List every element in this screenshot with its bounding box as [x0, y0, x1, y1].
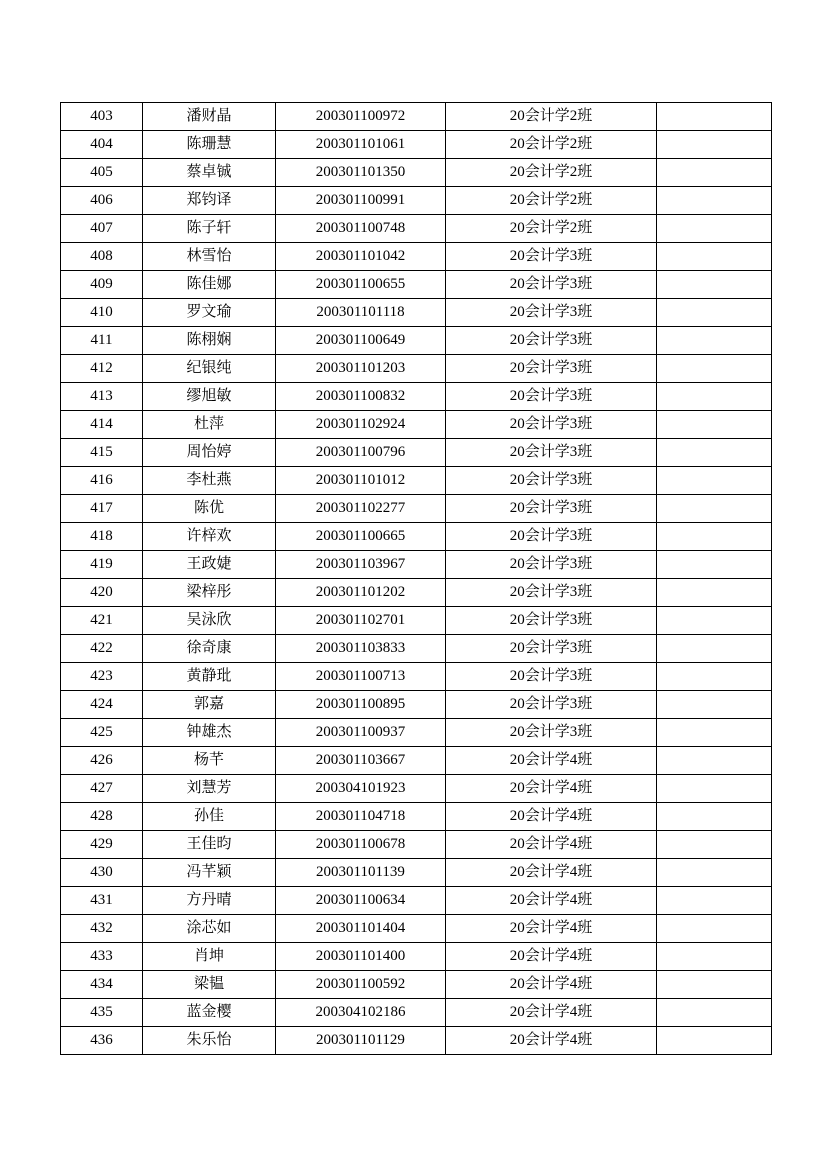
student-id-cell: 200301100991	[276, 187, 446, 215]
student-roster-table	[60, 102, 772, 1055]
class-name-cell: 20会计学4班	[446, 775, 657, 803]
blank-cell	[657, 495, 772, 523]
serial-cell: 410	[61, 299, 143, 327]
student-id-cell: 200301100713	[276, 663, 446, 691]
student-name-cell: 梁梓彤	[143, 579, 276, 607]
student-id-cell: 200301100655	[276, 271, 446, 299]
blank-cell	[657, 999, 772, 1027]
student-id-cell: 200301101012	[276, 467, 446, 495]
blank-cell	[657, 747, 772, 775]
blank-cell	[657, 971, 772, 999]
blank-cell	[657, 131, 772, 159]
student-id-cell: 200301100832	[276, 383, 446, 411]
class-name-cell: 20会计学4班	[446, 915, 657, 943]
serial-cell: 416	[61, 467, 143, 495]
serial-cell: 409	[61, 271, 143, 299]
student-id-cell: 200301103667	[276, 747, 446, 775]
blank-cell	[657, 271, 772, 299]
student-id-cell: 200301104718	[276, 803, 446, 831]
table-row	[61, 215, 772, 243]
student-id-cell: 200301102701	[276, 607, 446, 635]
table-row	[61, 775, 772, 803]
class-name-cell: 20会计学3班	[446, 243, 657, 271]
serial-cell: 415	[61, 439, 143, 467]
serial-cell: 418	[61, 523, 143, 551]
class-name-cell: 20会计学3班	[446, 663, 657, 691]
serial-cell: 425	[61, 719, 143, 747]
class-name-cell: 20会计学3班	[446, 299, 657, 327]
blank-cell	[657, 467, 772, 495]
class-name-cell: 20会计学4班	[446, 971, 657, 999]
student-name-cell: 罗文瑜	[143, 299, 276, 327]
serial-cell: 407	[61, 215, 143, 243]
student-id-cell: 200301102277	[276, 495, 446, 523]
student-name-cell: 杨芊	[143, 747, 276, 775]
student-name-cell: 陈优	[143, 495, 276, 523]
table-row	[61, 495, 772, 523]
student-name-cell: 肖坤	[143, 943, 276, 971]
student-name-cell: 陈子轩	[143, 215, 276, 243]
serial-cell: 428	[61, 803, 143, 831]
student-name-cell: 蔡卓铖	[143, 159, 276, 187]
table-row	[61, 131, 772, 159]
table-row	[61, 747, 772, 775]
table-row	[61, 159, 772, 187]
serial-cell: 408	[61, 243, 143, 271]
table-row	[61, 187, 772, 215]
blank-cell	[657, 691, 772, 719]
blank-cell	[657, 1027, 772, 1055]
serial-cell: 406	[61, 187, 143, 215]
table-row	[61, 971, 772, 999]
class-name-cell: 20会计学3班	[446, 411, 657, 439]
student-id-cell: 200301101139	[276, 859, 446, 887]
student-name-cell: 王政婕	[143, 551, 276, 579]
student-name-cell: 陈佳娜	[143, 271, 276, 299]
blank-cell	[657, 215, 772, 243]
class-name-cell: 20会计学4班	[446, 803, 657, 831]
serial-cell: 422	[61, 635, 143, 663]
class-name-cell: 20会计学3班	[446, 607, 657, 635]
serial-cell: 426	[61, 747, 143, 775]
table-row	[61, 411, 772, 439]
student-id-cell: 200301101404	[276, 915, 446, 943]
class-name-cell: 20会计学3班	[446, 579, 657, 607]
student-name-cell: 李杜燕	[143, 467, 276, 495]
blank-cell	[657, 635, 772, 663]
student-id-cell: 200301100895	[276, 691, 446, 719]
class-name-cell: 20会计学3班	[446, 383, 657, 411]
blank-cell	[657, 775, 772, 803]
serial-cell: 419	[61, 551, 143, 579]
class-name-cell: 20会计学4班	[446, 999, 657, 1027]
class-name-cell: 20会计学3班	[446, 439, 657, 467]
table-row	[61, 299, 772, 327]
serial-cell: 414	[61, 411, 143, 439]
student-name-cell: 刘慧芳	[143, 775, 276, 803]
class-name-cell: 20会计学4班	[446, 831, 657, 859]
class-name-cell: 20会计学2班	[446, 159, 657, 187]
blank-cell	[657, 831, 772, 859]
table-row	[61, 271, 772, 299]
serial-cell: 436	[61, 1027, 143, 1055]
blank-cell	[657, 887, 772, 915]
table-row	[61, 103, 772, 131]
student-id-cell: 200301100678	[276, 831, 446, 859]
blank-cell	[657, 327, 772, 355]
blank-cell	[657, 383, 772, 411]
class-name-cell: 20会计学2班	[446, 187, 657, 215]
student-name-cell: 陈珊慧	[143, 131, 276, 159]
student-name-cell: 孙佳	[143, 803, 276, 831]
student-id-cell: 200301101061	[276, 131, 446, 159]
blank-cell	[657, 299, 772, 327]
student-name-cell: 郑钧译	[143, 187, 276, 215]
serial-cell: 405	[61, 159, 143, 187]
table-row	[61, 943, 772, 971]
serial-cell: 421	[61, 607, 143, 635]
class-name-cell: 20会计学3班	[446, 271, 657, 299]
student-name-cell: 涂芯如	[143, 915, 276, 943]
serial-cell: 404	[61, 131, 143, 159]
class-name-cell: 20会计学2班	[446, 103, 657, 131]
table-row	[61, 887, 772, 915]
student-id-cell: 200301100748	[276, 215, 446, 243]
blank-cell	[657, 159, 772, 187]
class-name-cell: 20会计学3班	[446, 691, 657, 719]
table-row	[61, 439, 772, 467]
student-name-cell: 梁韫	[143, 971, 276, 999]
student-id-cell: 200301101118	[276, 299, 446, 327]
class-name-cell: 20会计学4班	[446, 747, 657, 775]
serial-cell: 434	[61, 971, 143, 999]
student-name-cell: 周怡婷	[143, 439, 276, 467]
table-row	[61, 635, 772, 663]
student-id-cell: 200301101129	[276, 1027, 446, 1055]
table-row	[61, 999, 772, 1027]
class-name-cell: 20会计学3班	[446, 355, 657, 383]
table-row	[61, 243, 772, 271]
table-row	[61, 663, 772, 691]
student-id-cell: 200301100937	[276, 719, 446, 747]
table-row	[61, 551, 772, 579]
table-row	[61, 691, 772, 719]
student-name-cell: 蓝金樱	[143, 999, 276, 1027]
blank-cell	[657, 103, 772, 131]
serial-cell: 413	[61, 383, 143, 411]
student-id-cell: 200301100665	[276, 523, 446, 551]
class-name-cell: 20会计学3班	[446, 327, 657, 355]
table-row	[61, 383, 772, 411]
class-name-cell: 20会计学3班	[446, 495, 657, 523]
serial-cell: 423	[61, 663, 143, 691]
table-row	[61, 719, 772, 747]
student-id-cell: 200301101203	[276, 355, 446, 383]
student-id-cell: 200301100972	[276, 103, 446, 131]
student-id-cell: 200301101042	[276, 243, 446, 271]
table-row	[61, 859, 772, 887]
student-id-cell: 200301103833	[276, 635, 446, 663]
blank-cell	[657, 915, 772, 943]
table-row	[61, 1027, 772, 1055]
table-row	[61, 355, 772, 383]
serial-cell: 430	[61, 859, 143, 887]
class-name-cell: 20会计学4班	[446, 943, 657, 971]
student-name-cell: 吴泳欣	[143, 607, 276, 635]
table-row	[61, 607, 772, 635]
student-id-cell: 200301100634	[276, 887, 446, 915]
roster-body	[61, 103, 772, 1055]
serial-cell: 435	[61, 999, 143, 1027]
serial-cell: 431	[61, 887, 143, 915]
student-name-cell: 许梓欢	[143, 523, 276, 551]
blank-cell	[657, 355, 772, 383]
serial-cell: 417	[61, 495, 143, 523]
class-name-cell: 20会计学4班	[446, 1027, 657, 1055]
blank-cell	[657, 943, 772, 971]
table-row	[61, 831, 772, 859]
student-name-cell: 冯芊颖	[143, 859, 276, 887]
serial-cell: 403	[61, 103, 143, 131]
student-id-cell: 200304102186	[276, 999, 446, 1027]
table-row	[61, 467, 772, 495]
serial-cell: 433	[61, 943, 143, 971]
student-id-cell: 200301101350	[276, 159, 446, 187]
student-name-cell: 缪旭敏	[143, 383, 276, 411]
blank-cell	[657, 803, 772, 831]
student-id-cell: 200301100796	[276, 439, 446, 467]
student-id-cell: 200301103967	[276, 551, 446, 579]
student-id-cell: 200301101400	[276, 943, 446, 971]
student-id-cell: 200301100649	[276, 327, 446, 355]
blank-cell	[657, 607, 772, 635]
student-name-cell: 郭嘉	[143, 691, 276, 719]
student-id-cell: 200301101202	[276, 579, 446, 607]
student-name-cell: 朱乐怡	[143, 1027, 276, 1055]
class-name-cell: 20会计学3班	[446, 523, 657, 551]
table-row	[61, 579, 772, 607]
serial-cell: 420	[61, 579, 143, 607]
blank-cell	[657, 663, 772, 691]
class-name-cell: 20会计学2班	[446, 131, 657, 159]
student-id-cell: 200301102924	[276, 411, 446, 439]
serial-cell: 411	[61, 327, 143, 355]
student-name-cell: 林雪怡	[143, 243, 276, 271]
table-row	[61, 915, 772, 943]
blank-cell	[657, 551, 772, 579]
class-name-cell: 20会计学3班	[446, 551, 657, 579]
student-name-cell: 纪银纯	[143, 355, 276, 383]
blank-cell	[657, 439, 772, 467]
class-name-cell: 20会计学4班	[446, 887, 657, 915]
class-name-cell: 20会计学3班	[446, 635, 657, 663]
serial-cell: 424	[61, 691, 143, 719]
student-name-cell: 钟雄杰	[143, 719, 276, 747]
serial-cell: 412	[61, 355, 143, 383]
student-name-cell: 潘财晶	[143, 103, 276, 131]
class-name-cell: 20会计学4班	[446, 859, 657, 887]
student-name-cell: 徐奇康	[143, 635, 276, 663]
serial-cell: 429	[61, 831, 143, 859]
serial-cell: 427	[61, 775, 143, 803]
blank-cell	[657, 523, 772, 551]
blank-cell	[657, 579, 772, 607]
blank-cell	[657, 187, 772, 215]
student-name-cell: 王佳昀	[143, 831, 276, 859]
blank-cell	[657, 243, 772, 271]
student-name-cell: 杜萍	[143, 411, 276, 439]
serial-cell: 432	[61, 915, 143, 943]
table-row	[61, 803, 772, 831]
class-name-cell: 20会计学3班	[446, 467, 657, 495]
student-id-cell: 200301100592	[276, 971, 446, 999]
table-row	[61, 327, 772, 355]
student-name-cell: 黄静玭	[143, 663, 276, 691]
blank-cell	[657, 859, 772, 887]
table-row	[61, 523, 772, 551]
student-name-cell: 陈栩娴	[143, 327, 276, 355]
blank-cell	[657, 719, 772, 747]
class-name-cell: 20会计学2班	[446, 215, 657, 243]
blank-cell	[657, 411, 772, 439]
student-id-cell: 200304101923	[276, 775, 446, 803]
student-name-cell: 方丹晴	[143, 887, 276, 915]
class-name-cell: 20会计学3班	[446, 719, 657, 747]
